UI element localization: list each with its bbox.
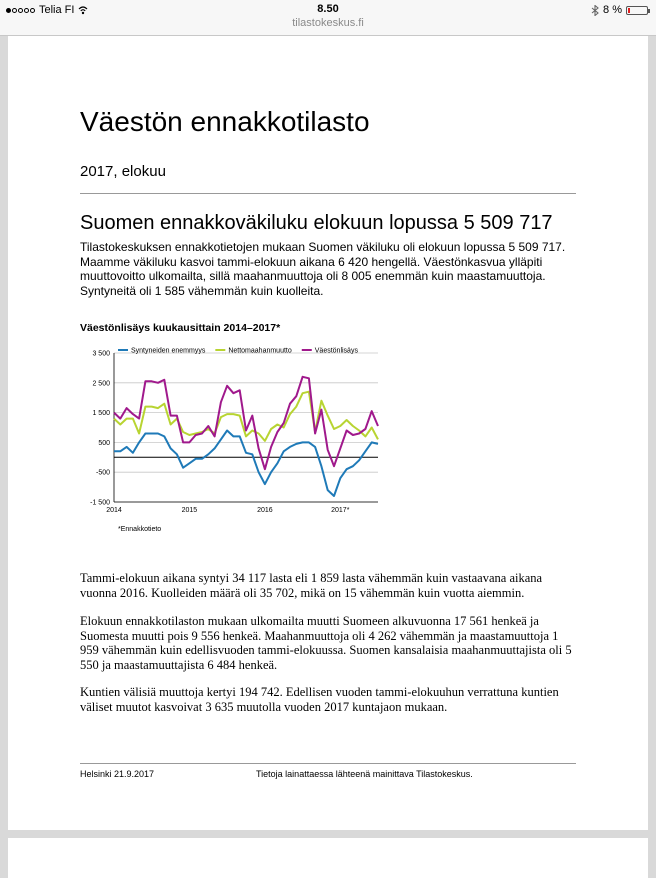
x-tick-label: 2016 <box>257 507 273 514</box>
chart-legend <box>118 348 358 355</box>
chart-lines <box>114 377 378 496</box>
legend-label-syntyneiden: Syntyneiden enemmyys <box>131 347 206 355</box>
y-tick-label: 500 <box>98 439 110 447</box>
pdf-page <box>8 36 648 830</box>
legend-label-vaestonlisays: Väestönlisäys <box>314 347 358 355</box>
paragraph-2: Elokuun ennakkotilaston mukaan ulkomailta muutti Suomeen alkuvuonna 17 561 henkeä ja Suomesta muutti pois 9 556 henkeä. Maahanmuuttoja oli 4 262 vähemmän ja maastamuuttoja 1 959 vähemmän kuin edellisvuoden tammi-elokuussa. Suomen kansalaisia maahanmuuttajista oli 5 550 ja maastamuuttajista 6 484 henkeä. <box>80 614 572 672</box>
divider <box>80 193 576 194</box>
battery-icon <box>626 6 648 15</box>
status-right <box>591 4 648 16</box>
population-chart <box>80 341 390 536</box>
bluetooth-icon <box>591 5 599 16</box>
series-line-vaestonlisays <box>114 377 378 469</box>
paragraph-1: Tammi-elokuun aikana syntyi 34 117 lasta eli 1 859 lasta vähemmän kuin vastaavana aikana vuonna 2016. Kuolleiden määrä oli 35 702, mikä on 15 vähemmän kuin vuotta aiemmin. <box>80 571 543 600</box>
document-title: Väestön ennakkotilasto <box>80 106 370 137</box>
x-tick-label: 2017* <box>331 507 350 514</box>
url-bar[interactable]: tilastokeskus.fi <box>292 17 364 29</box>
x-tick-label: 2015 <box>181 507 198 514</box>
y-tick-label: -1 500 <box>90 499 110 507</box>
y-tick-label: 1 500 <box>92 410 110 418</box>
x-axis-labels <box>106 507 349 514</box>
legend-label-netto: Nettomaahanmuutto <box>228 347 292 355</box>
x-tick-label: 2014 <box>106 507 122 514</box>
y-axis-labels <box>90 351 110 507</box>
series-line-syntyneiden <box>114 431 378 497</box>
y-tick-label: -500 <box>95 469 110 477</box>
section-heading: Suomen ennakkoväkiluku elokuun lopussa 5 509 717 <box>80 212 553 234</box>
next-pdf-page <box>8 838 648 878</box>
footer-date: Helsinki 21.9.2017 <box>80 769 155 779</box>
lead-paragraph: Tilastokeskuksen ennakkotietojen mukaan Suomen väkiluku oli elokuun lopussa 5 509 717. Maamme väkiluku kasvoi tammi-elokuun aikana 6 420 hengellä. Väestönkasvua ylläpiti muuttovoitto ulkomailta, sillä maahanmuuttoja oli 8 005 enemmän kuin maastamuuttoja. Syntyneitä oli 1 585 vähemmän kuin kuolleita. <box>80 240 566 298</box>
chart-footnote: *Ennakkotieto <box>118 526 162 533</box>
y-tick-label: 2 500 <box>92 380 110 388</box>
battery-percent: 8 % <box>603 4 622 16</box>
footer-note: Tietoja lainattaessa lähteenä mainittava Tilastokeskus. <box>256 769 473 779</box>
clock: 8.50 <box>317 3 339 15</box>
status-bar <box>0 0 656 36</box>
document-subtitle: 2017, elokuu <box>80 163 166 180</box>
y-tick-label: 3 500 <box>92 350 110 358</box>
footer-divider <box>80 763 576 764</box>
chart-title: Väestönlisäys kuukausittain 2014–2017* <box>80 322 281 334</box>
carrier-label: Telia FI <box>39 4 75 16</box>
paragraph-3: Kuntien välisiä muuttoja kertyi 194 742. Edellisen vuoden tammi-elokuuhun verrattuna kuntien väliset muutot kasvoivat 3 635 muutolla vuoden 2017 kuntajaon mukaan. <box>80 685 559 714</box>
